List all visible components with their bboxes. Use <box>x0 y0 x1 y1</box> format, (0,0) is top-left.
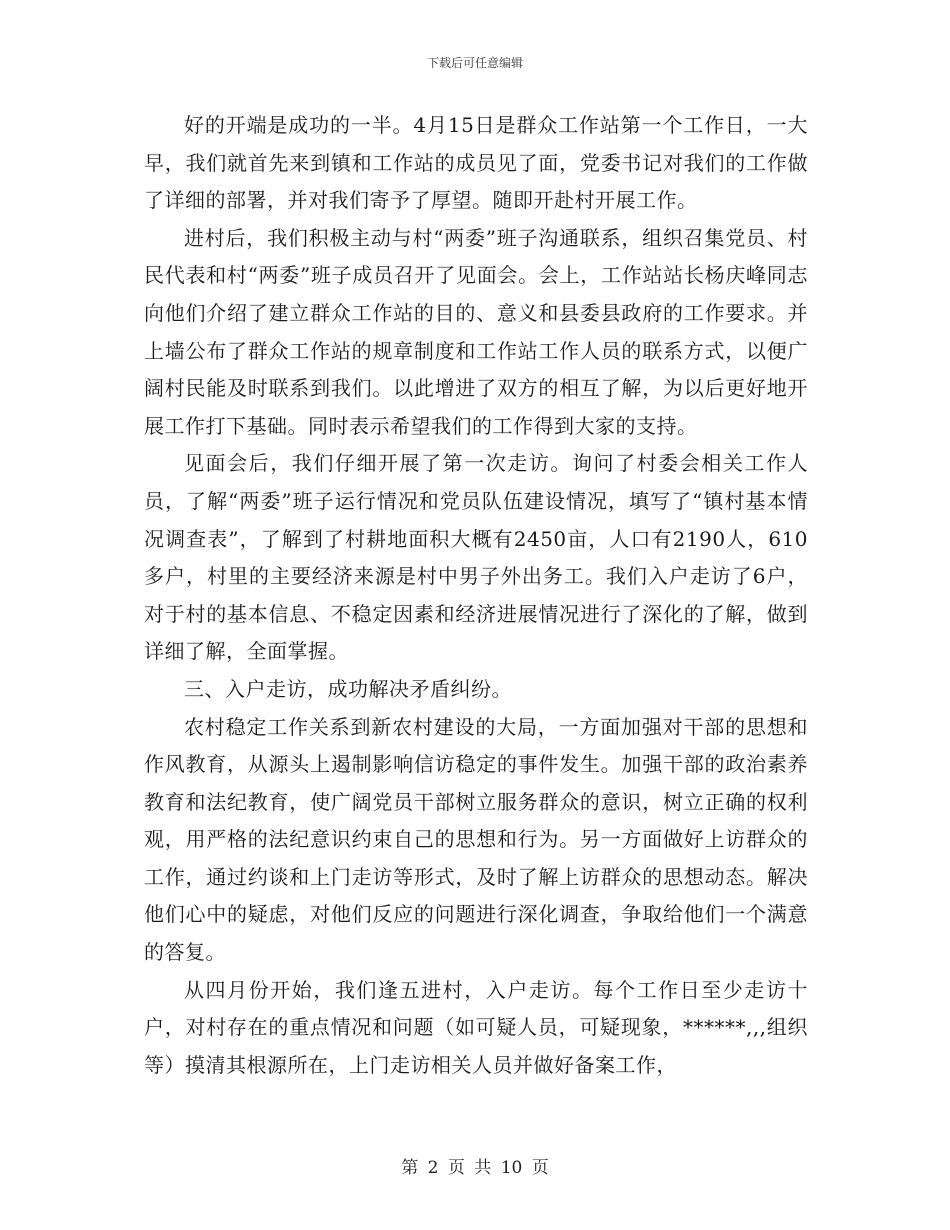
document-body <box>144 107 808 1084</box>
section-heading-household-visits: 三、入户走访，成功解决矛盾纠纷。 <box>184 676 512 701</box>
page-number: 第 2 页 共 10 页 <box>401 1158 549 1178</box>
paragraph-april-visits: 从四月份开始，我们逢五进村，入户走访。每个工作日至少走访十户，对村存在的重点情况和问题（如可疑人员，可疑现象，******,,,组织等）摸清其根源所在，上门走访相关人员并做好备案工作， <box>144 977 808 1077</box>
page-header-note: 下载后可任意编辑 <box>426 56 523 70</box>
paragraph-opening-day: 好的开端是成功的一半。4月15日是群众工作站第一个工作日，一大早，我们就首先来到镇和工作站的成员见了面，党委书记对我们的工作做了详细的部署，并对我们寄予了厚望。随即开赴村开展工作。 <box>144 113 808 213</box>
paragraph-village-meeting: 进村后，我们积极主动与村“两委”班子沟通联系，组织召集党员、村民代表和村“两委”班子成员召开了见面会。会上，工作站站长杨庆峰同志向他们介绍了建立群众工作站的目的、意义和县委县政府的工作要求。并上墙公布了群众工作站的规章制度和工作站工作人员的联系方式，以便广阔村民能及时联系到我们。以此增进了双方的相互了解，为以后更好地开展工作打下基础。同时表示希望我们的工作得到大家的支持。 <box>144 225 808 438</box>
paragraph-rural-stability: 农村稳定工作关系到新农村建设的大局，一方面加强对干部的思想和作风教育，从源头上遏制影响信访稳定的事件发生。加强干部的政治素养教育和法纪教育，使广阔党员干部树立服务群众的意识，树立正确的权利观，用严格的法纪意识约束自己的思想和行为。另一方面做好上访群众的工作，通过约谈和上门走访等形式，及时了解上访群众的思想动态。解决他们心中的疑虑，对他们反应的问题进行深化调查，争取给他们一个满意的答复。 <box>144 714 808 965</box>
paragraph-first-visit: 见面会后，我们仔细开展了第一次走访。询问了村委会相关工作人员，了解“两委”班子运行情况和党员队伍建设情况，填写了“镇村基本情况调查表”，了解到了村耕地面积大概有2450亩，人口有2190人，610多户，村里的主要经济来源是村中男子外出务工。我们入户走访了6户，对于村的基本信息、不稳定因素和经济进展情况进行了深化的了解，做到详细了解，全面掌握。 <box>144 451 808 664</box>
